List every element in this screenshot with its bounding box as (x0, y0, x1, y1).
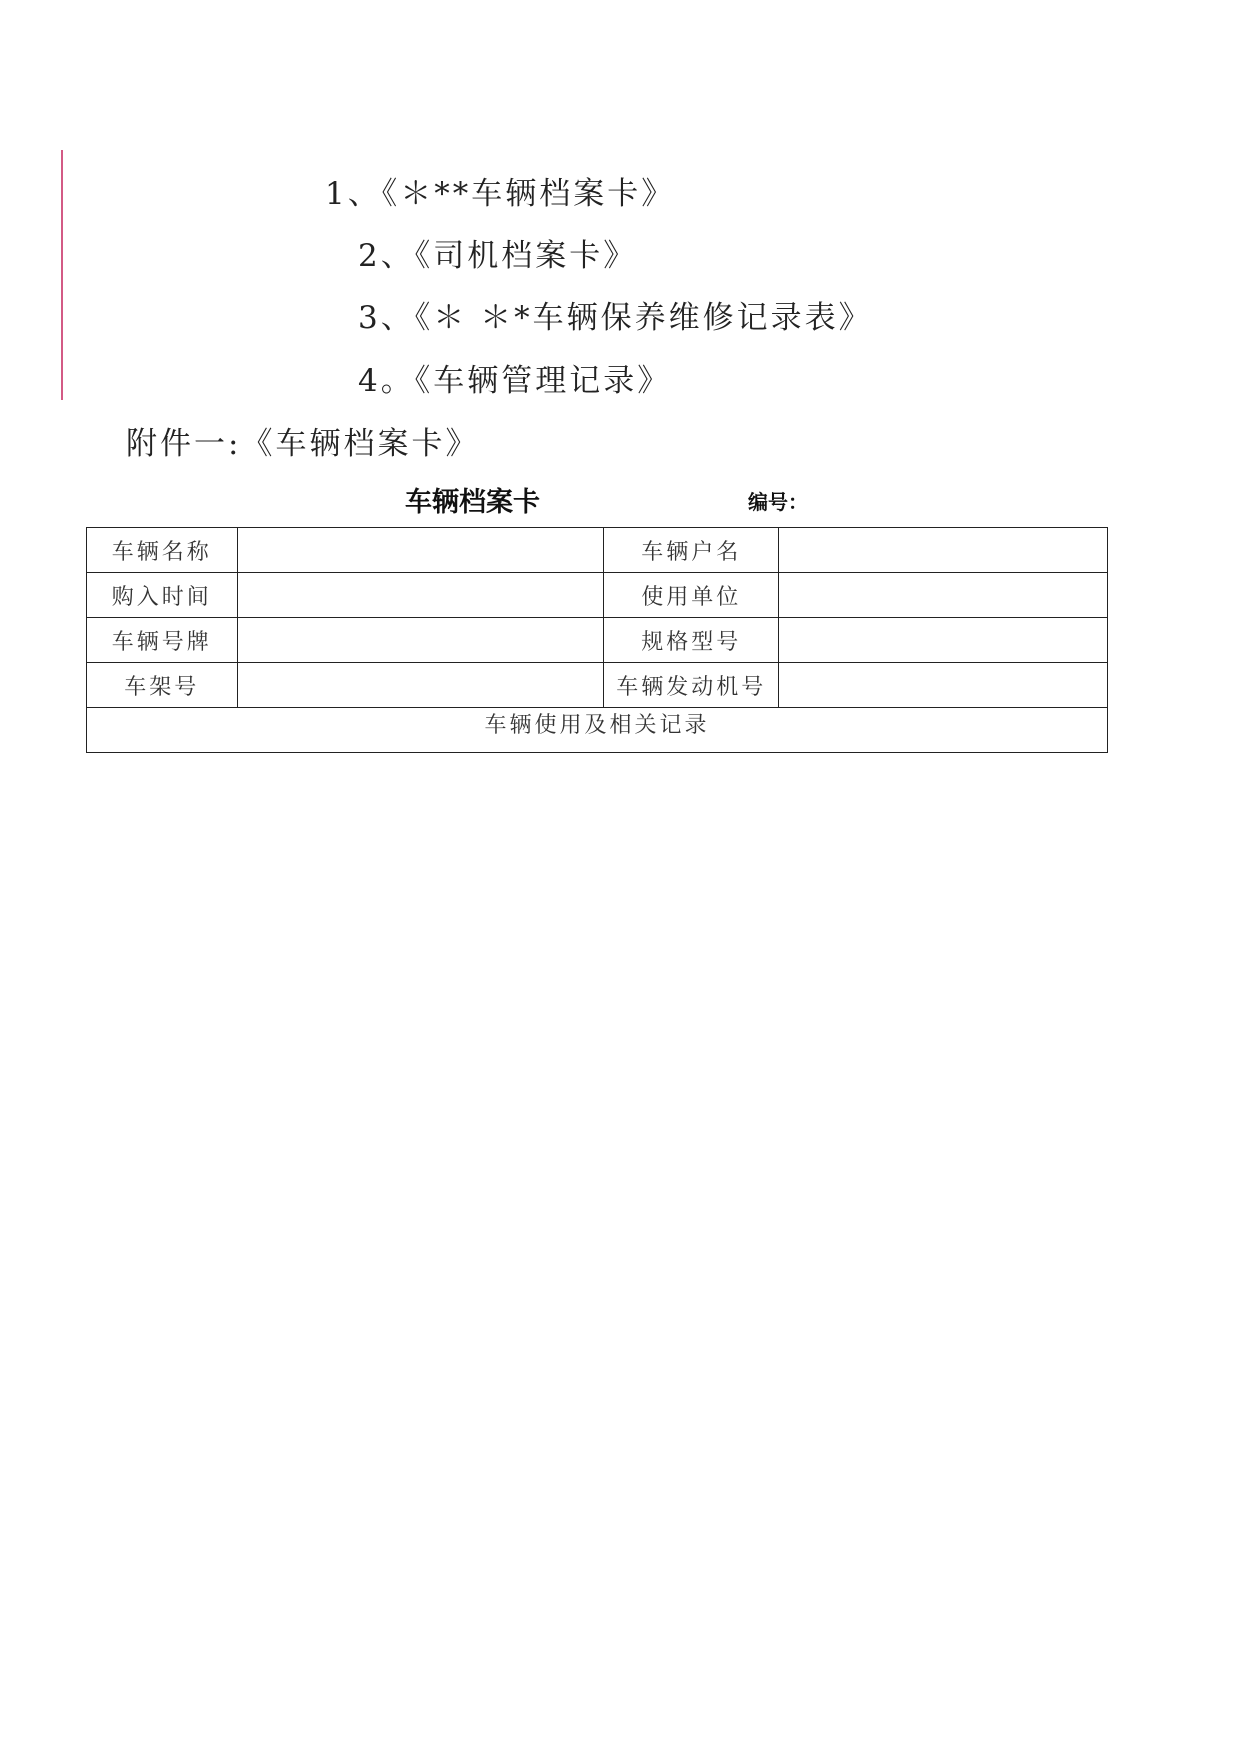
field-label: 车架号 (87, 663, 238, 708)
field-value (779, 528, 1108, 573)
table-row (87, 618, 1108, 663)
list-item-3: 3、《＊ ＊*车辆保养维修记录表》 (358, 300, 873, 336)
field-value (237, 573, 604, 618)
table-row (87, 528, 1108, 573)
usage-records-area: 车辆使用及相关记录 (87, 708, 1108, 753)
margin-line (61, 150, 63, 400)
field-label: 车辆户名 (604, 528, 779, 573)
field-label: 车辆号牌 (87, 618, 238, 663)
field-label: 车辆发动机号 (604, 663, 779, 708)
field-value (237, 663, 604, 708)
attachment-heading: 附件一:《车辆档案卡》 (126, 426, 480, 462)
list-item-2: 2、《司机档案卡》 (358, 238, 638, 274)
field-value (237, 618, 604, 663)
vehicle-record-card (86, 527, 1108, 753)
field-value (779, 573, 1108, 618)
field-label: 购入时间 (87, 573, 238, 618)
field-label: 车辆名称 (87, 528, 238, 573)
field-label: 使用单位 (604, 573, 779, 618)
list-item-1: 1、《＊**车辆档案卡》 (325, 176, 676, 212)
table-row (87, 663, 1108, 708)
table-row (87, 573, 1108, 618)
field-value (779, 663, 1108, 708)
table-row (87, 708, 1108, 753)
card-number-label: 编号： (748, 490, 808, 514)
card-title: 车辆档案卡 (405, 487, 540, 518)
field-value (779, 618, 1108, 663)
field-value (237, 528, 604, 573)
field-label: 规格型号 (604, 618, 779, 663)
list-item-4: 4。《车辆管理记录》 (358, 363, 672, 399)
